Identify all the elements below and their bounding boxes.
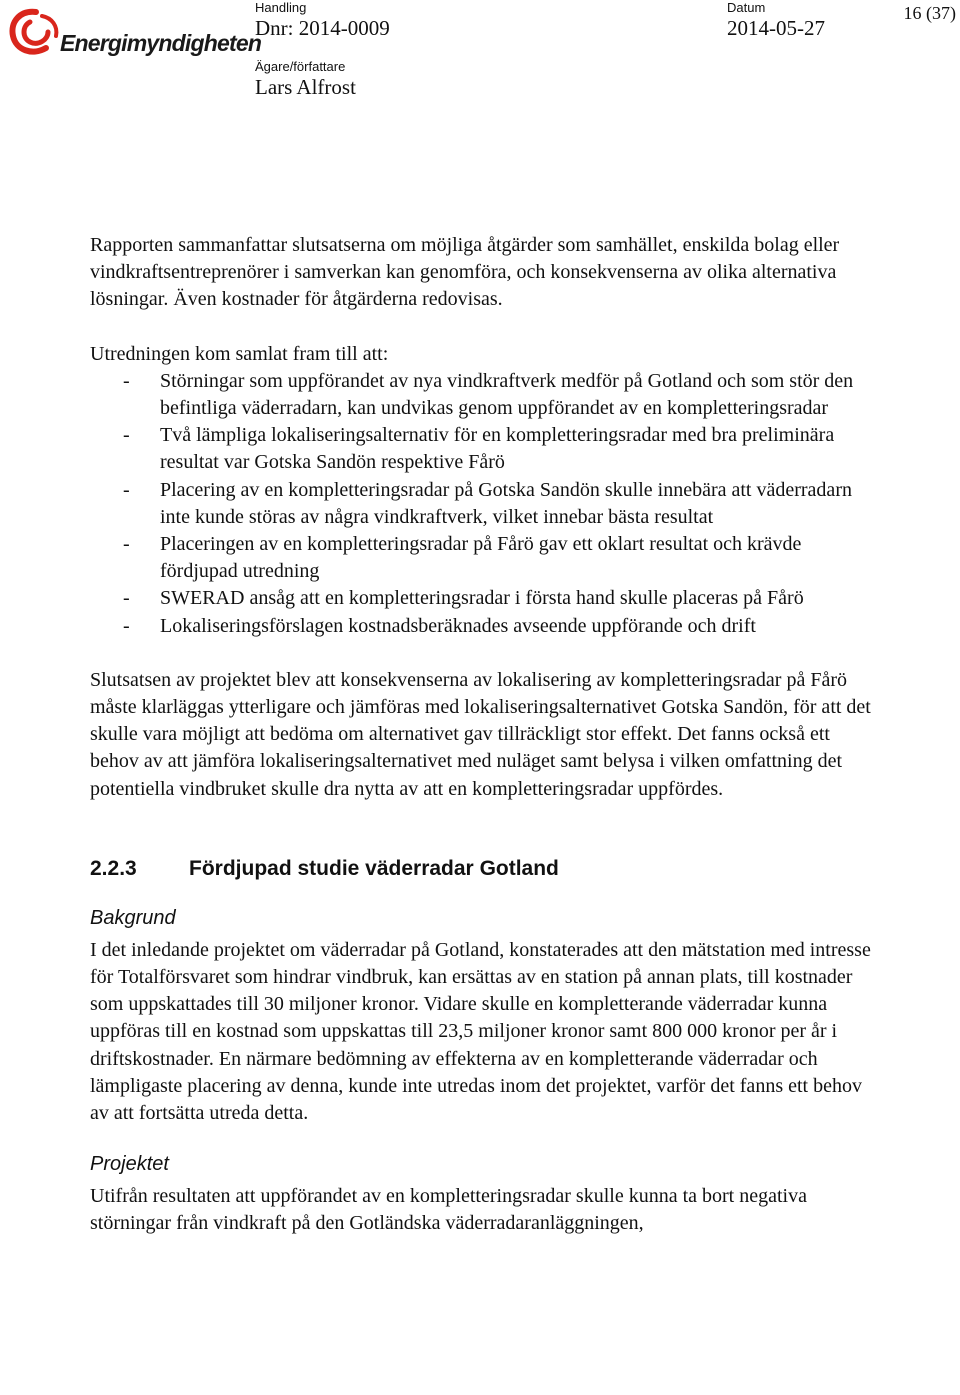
page-number: 16 (37) bbox=[903, 3, 956, 23]
list-item: - Placering av en kompletteringsradar på Gotska Sandön skulle innebära att väderradarn inte kunde störas av några vindkraftverk, vilket innebar bästa resultat bbox=[123, 478, 852, 528]
list-item: - Lokaliseringsförslagen kostnadsberäknades avseende uppförande och drift bbox=[123, 614, 756, 637]
section-title: Fördjupad studie väderradar Gotland bbox=[189, 856, 559, 880]
logo-wordmark: Energimyndigheten bbox=[60, 30, 262, 56]
list-item: - Placeringen av en kompletteringsradar på Fårö gav ett oklart resultat och krävde fördjupad utredning bbox=[123, 533, 802, 583]
section-heading bbox=[90, 857, 880, 881]
list-item: - Störningar som uppförandet av nya vindkraftverk medför på Gotland och som stör den befintliga väderradarn, kan undvikas genom uppförandet av en kompletteringsradar bbox=[123, 369, 854, 420]
owner-label: Ägare/författare bbox=[255, 59, 346, 74]
list-item: - Två lämpliga lokaliseringsalternativ för en kompletteringsradar med bra preliminära resultat var Gotska Sandön respektive Fårö bbox=[123, 424, 835, 474]
intro-paragraph: Rapporten sammanfattar slutsatserna om möjliga åtgärder som samhället, enskilda bolag eller vindkraftsentreprenörer i samverkan kan genomföra, och konsekvenserna av olika alternativa lösningar. Även kostnader för åtgärderna redovisas. bbox=[90, 234, 840, 311]
section-number: 2.2.3 bbox=[90, 856, 137, 880]
background-paragraph: I det inledande projektet om väderradar på Gotland, konstaterades att den mätstation med intresse för Totalförsvaret som hindrar vindbruk, kan ersättas av en station på annan plats, till kostnader som uppskattades till 30 miljoner kronor. Vidare skulle en kompletterande väderradar kunna uppföras till en kostnad som uppskattas till 23,5 miljoner kronor samt 800 000 kronor per år i driftskostnader. En närmare bedömning av effekterna av en kompletterande väderradar och lämpligaste placering av denna, kunde inte utredas inom det projektet, varför det fanns ett behov av att fortsätta utreda detta. bbox=[90, 938, 871, 1125]
subheading-projektet: Projektet bbox=[90, 1153, 169, 1176]
datum-label: Datum bbox=[727, 0, 766, 15]
handling-label: Handling bbox=[255, 0, 307, 15]
findings-intro: Utredningen kom samlat fram till att: bbox=[90, 342, 389, 365]
list-item: - SWERAD ansåg att en kompletteringsradar i första hand skulle placeras på Fårö bbox=[123, 587, 804, 610]
energimyndigheten-logo bbox=[6, 4, 262, 60]
findings-list bbox=[90, 368, 880, 640]
project-paragraph: Utifrån resultaten att uppförandet av en kompletteringsradar skulle kunna ta bort negativa störningar från vindkraft på den Gotländska väderradaranläggningen, bbox=[90, 1185, 807, 1235]
owner-value: Lars Alfrost bbox=[255, 75, 356, 99]
datum-value: 2014-05-27 bbox=[727, 16, 825, 40]
swirl-logo-icon bbox=[6, 6, 66, 60]
handling-value: Dnr: 2014-0009 bbox=[255, 16, 390, 40]
conclusion-paragraph: Slutsatsen av projektet blev att konsekvenserna av lokalisering av kompletteringsradar på Fårö måste klarläggas ytterligare och jämföras med lokaliseringsalternativet Gotska Sandön, för att det skulle vara möjligt att bedöma om alternativet gav tillräckligt stor effekt. Det fanns också ett behov av att jämföra lokaliseringsalternativet med nuläget samt belysa i vilken omfattning det potentiella vindbruket skulle dra nytta av att en kompletteringsradar uppfördes. bbox=[90, 668, 871, 800]
subheading-bakgrund: Bakgrund bbox=[90, 906, 176, 929]
document-body bbox=[90, 232, 880, 1238]
